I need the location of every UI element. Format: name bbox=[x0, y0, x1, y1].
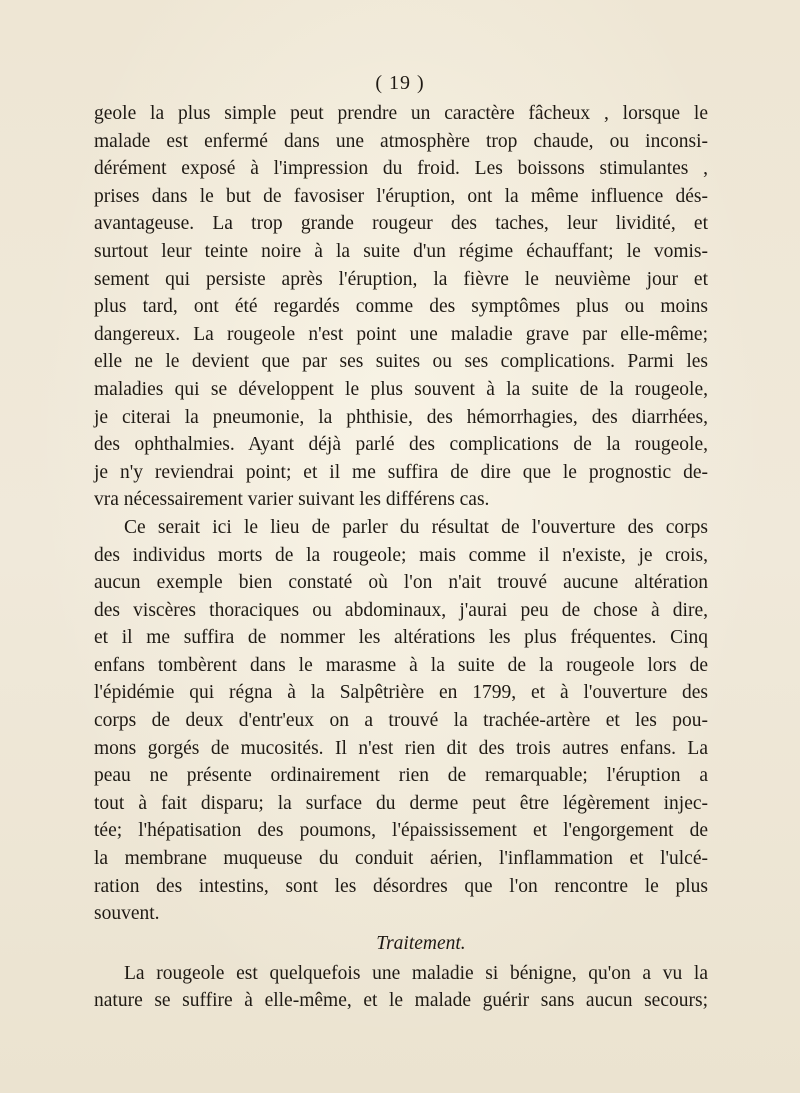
text-line: corps de deux d'entr'eux on a trouvé la trachée-artère et les pou- bbox=[94, 710, 708, 732]
text-line: avantageuse. La trop grande rougeur des taches, leur lividité, et bbox=[94, 213, 708, 235]
text-line: des ophthalmies. Ayant déjà parlé des complications de la rougeole, bbox=[94, 434, 708, 456]
text-line: la membrane muqueuse du conduit aérien, l'inflammation et l'ulcé- bbox=[94, 848, 708, 870]
text-line: je n'y reviendrai point; et il me suffira de dire que le prognostic de- bbox=[94, 461, 708, 483]
text-line: aucun exemple bien constaté où l'on n'ait trouvé aucune altération bbox=[94, 572, 708, 594]
text-line: maladies qui se développent le plus souvent à la suite de la rougeole, bbox=[94, 378, 708, 400]
paragraph-3 bbox=[94, 960, 708, 1015]
text-line: La rougeole est quelquefois une maladie si bénigne, qu'on a vu la bbox=[124, 962, 708, 984]
text-line: sement qui persiste après l'éruption, la fièvre le neuvième jour et bbox=[94, 268, 708, 290]
text-line: peau ne présente ordinairement rien de remarquable; l'éruption a bbox=[94, 765, 708, 787]
text-line: et il me suffira de nommer les altérations les plus fréquentes. Cinq bbox=[94, 627, 708, 649]
text-line: l'épidémie qui régna à la Salpêtrière en 1799, et à l'ouverture des bbox=[94, 682, 708, 704]
text-line: mons gorgés de mucosités. Il n'est rien dit des trois autres enfans. La bbox=[94, 737, 708, 759]
text-line: je citerai la pneumonie, la phthisie, des hémorrhagies, des diarrhées, bbox=[94, 406, 708, 428]
paragraph-2 bbox=[94, 514, 708, 928]
text-line: souvent. bbox=[94, 903, 160, 925]
body-text bbox=[94, 100, 708, 1015]
page-number: ( 19 ) bbox=[375, 72, 425, 94]
text-line: nature se suffire à elle-même, et le malade guérir sans aucun secours; bbox=[94, 990, 708, 1012]
text-line: prises dans le but de favosiser l'éruption, ont la même influence dés- bbox=[94, 185, 708, 207]
text-line: tout à fait disparu; la surface du derme peut être légèrement injec- bbox=[94, 792, 708, 814]
text-line: vra nécessairement varier suivant les différens cas. bbox=[94, 489, 490, 511]
text-line: Ce serait ici le lieu de parler du résultat de l'ouverture des corps bbox=[124, 516, 708, 538]
text-line: tée; l'hépatisation des poumons, l'épaississement et l'engorgement de bbox=[94, 820, 708, 842]
text-line: plus tard, ont été regardés comme des symptômes plus ou moins bbox=[94, 296, 708, 318]
section-heading: Traitement. bbox=[376, 932, 466, 954]
text-line: des individus morts de la rougeole; mais comme il n'existe, je crois, bbox=[94, 544, 708, 566]
paragraph-1 bbox=[94, 100, 708, 514]
text-line: elle ne le devient que par ses suites ou ses complications. Parmi les bbox=[94, 351, 708, 373]
text-line: des viscères thoraciques ou abdominaux, j'aurai peu de chose à dire, bbox=[94, 599, 708, 621]
text-line: dérément exposé à l'impression du froid. Les boissons stimulantes , bbox=[94, 158, 708, 180]
text-line: ration des intestins, sont les désordres que l'on rencontre le plus bbox=[94, 875, 708, 897]
text-line: surtout leur teinte noire à la suite d'un régime échauffant; le vomis- bbox=[94, 240, 708, 262]
text-line: malade est enfermé dans une atmosphère trop chaude, ou inconsi- bbox=[94, 130, 708, 152]
text-line: enfans tombèrent dans le marasme à la suite de la rougeole lors de bbox=[94, 654, 708, 676]
text-line: geole la plus simple peut prendre un caractère fâcheux , lorsque le bbox=[94, 103, 708, 124]
text-line: dangereux. La rougeole n'est point une maladie grave par elle-même; bbox=[94, 323, 708, 345]
